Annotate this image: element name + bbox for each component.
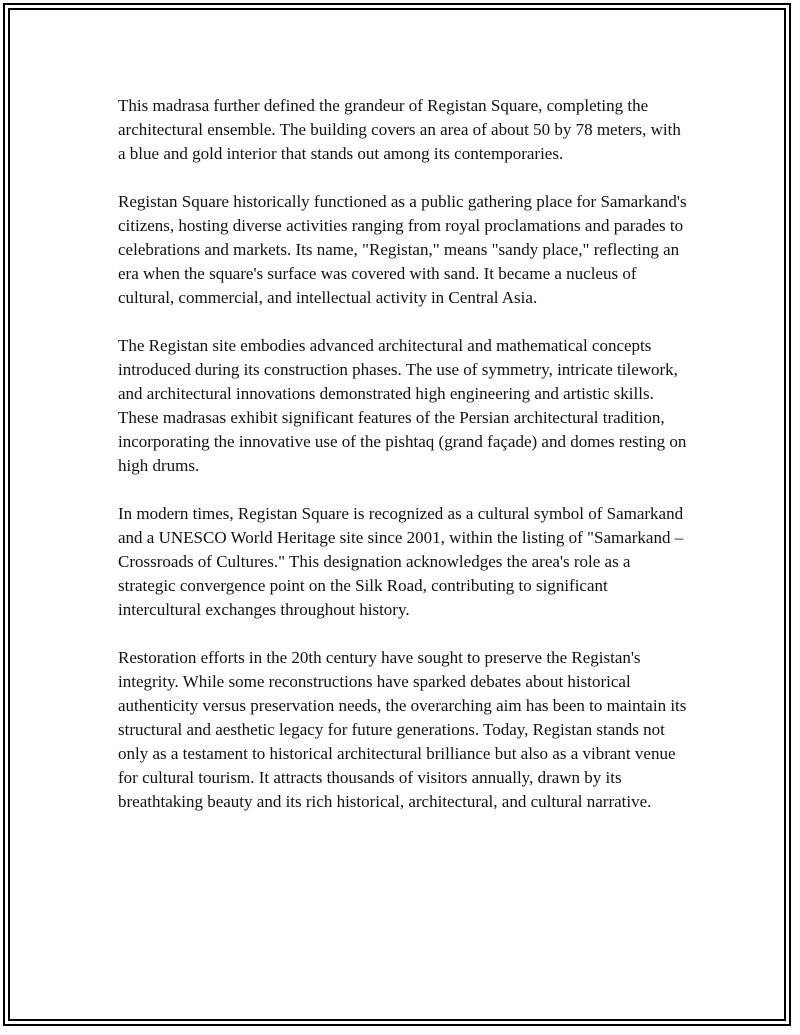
paragraph-restoration: Restoration efforts in the 20th century have sought to preserve the Registan's integrity. While some reconstructions have sparked debates about historical authenticity versus preservation needs, the overarching aim has been to maintain its structural and aesthetic legacy for future generations. Today, Registan stands not only as a testament to historical architectural brilliance but also as a vibrant venue for cultural tourism. It attracts thousands of visitors annually, drawn by its breathtaking beauty and its rich historical, architectural, and cultural narrative. xyxy=(118,648,687,811)
paragraph-unesco: In modern times, Registan Square is recognized as a cultural symbol of Samarkand and a UNESCO World Heritage site since 2001, within the listing of "Samarkand – Crossroads of Cultures." This designation acknowledges the area's role as a strategic convergence point on the Silk Road, contributing to significant intercultural exchanges throughout history. xyxy=(118,504,684,619)
paragraph-gathering-place: Registan Square historically functioned as a public gathering place for Samarkand's citizens, hosting diverse activities ranging from royal proclamations and parades to celebrations and markets. Its name, "Registan," means "sandy place," reflecting an era when the square's surface was covered with sand. It became a nucleus of cultural, commercial, and intellectual activity in Central Asia. xyxy=(118,192,687,307)
paragraph-architecture: The Registan site embodies advanced architectural and mathematical concepts introduced during its construction phases. The use of symmetry, intricate tilework, and architectural innovations demonstrated high engineering and artistic skills. These madrasas exhibit significant features of the Persian architectural tradition, incorporating the innovative use of the pishtaq (grand façade) and domes resting on high drums. xyxy=(118,336,687,475)
document-body xyxy=(118,94,690,838)
paragraph-madrasa: This madrasa further defined the grandeur of Registan Square, completing the architectural ensemble. The building covers an area of about 50 by 78 meters, with a blue and gold interior that stands out among its contemporaries. xyxy=(118,96,681,163)
